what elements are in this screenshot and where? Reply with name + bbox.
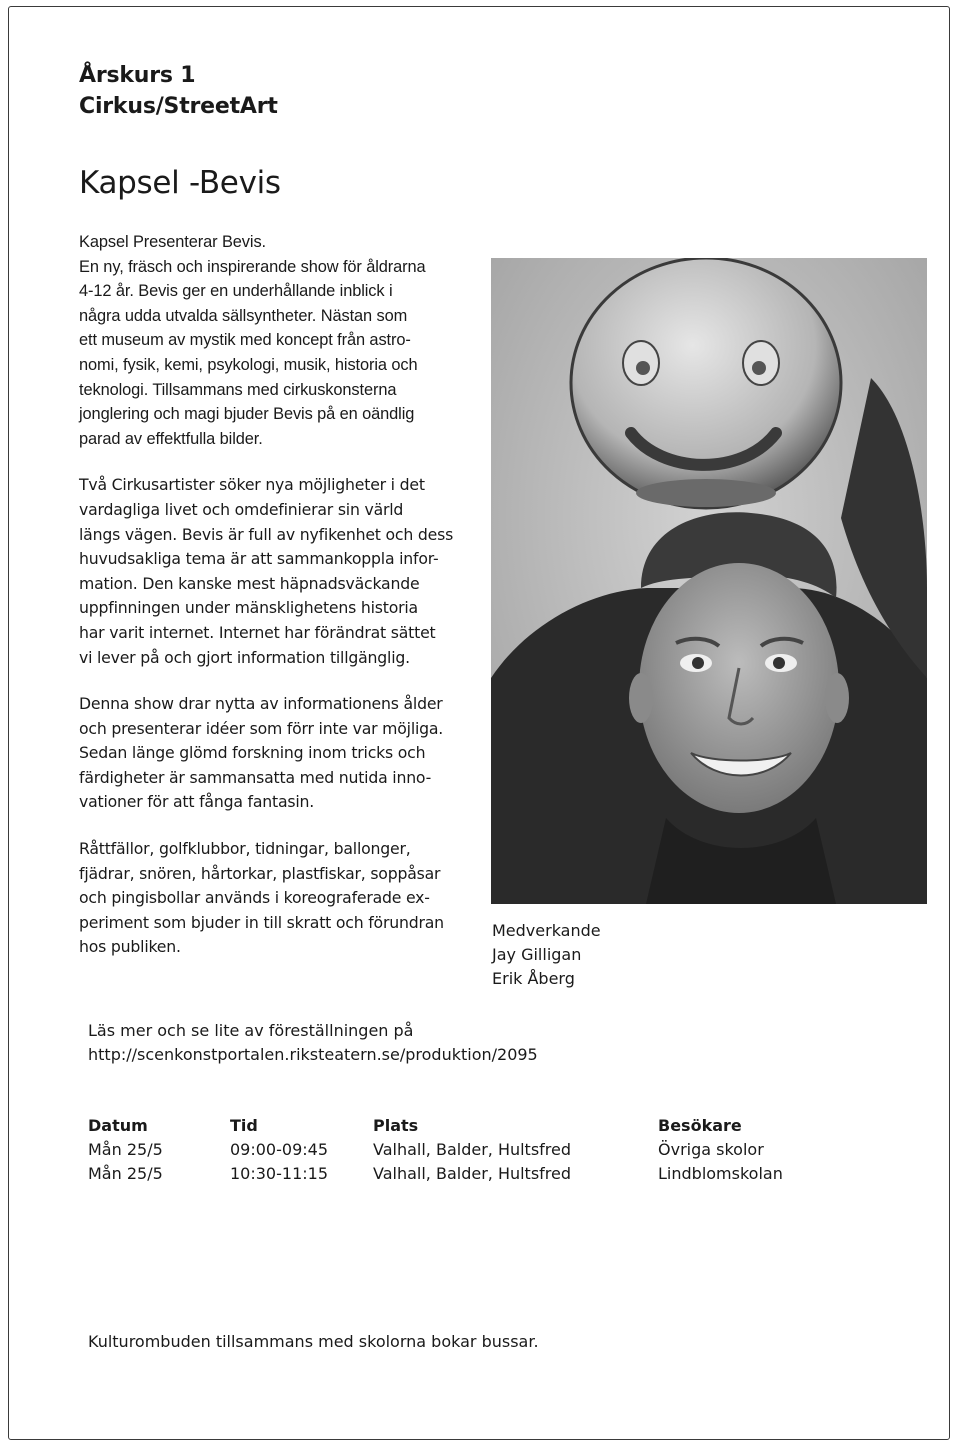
paragraph-1: Kapsel Presenterar Bevis. En ny, fräsch och inspirerande show för åldrarna 4-12 år. Bevis ger en underhållande inblick i några udda utvalda sällsyntheter. Nästan som ett museum av mystik med koncept från astro- nomi, fysik, kemi, psykologi, musik, historia och teknologi. Tillsammans med cirkuskonsterna jonglering och magi bjuder Bevis på en oändlig parad av effektfulla bilder.	[79, 233, 426, 448]
paragraph-4: Råttfällor, golfklubbor, tidningar, ballonger, fjädrar, snören, hårtorkar, plastfiskar, soppåsar och pingisbollar används i koreograferade ex- periment som bjuder in till skratt och förundran hos publiken.	[79, 839, 444, 957]
column-header-visitors: Besökare	[658, 1116, 742, 1135]
credits	[492, 919, 601, 991]
paragraph-3: Denna show drar nytta av informationens ålder och presenterar idéer som förr inte var möjliga. Sedan länge glömd forskning inom tricks och färdigheter är sammansatta med nutida inno- vationer för att fånga fantasin.	[79, 694, 444, 812]
cell-date: Mån 25/5	[88, 1140, 163, 1159]
production-link[interactable]: http://scenkonstportalen.riksteatern.se/produktion/2095	[88, 1045, 538, 1064]
cell-visitors: Övriga skolor	[658, 1140, 764, 1159]
footer-note: Kulturombuden tillsammans med skolorna bokar bussar.	[88, 1332, 539, 1351]
column-header-date: Datum	[88, 1116, 148, 1135]
course-header	[79, 60, 278, 122]
table-row	[88, 1138, 928, 1162]
cell-visitors: Lindblomskolan	[658, 1164, 783, 1183]
cell-place: Valhall, Balder, Hultsfred	[373, 1164, 572, 1183]
more-info-text: Läs mer och se lite av föreställningen på	[88, 1021, 414, 1040]
course-grade: Årskurs 1	[79, 63, 196, 88]
performer-name: Jay Gilligan	[492, 945, 582, 964]
credits-label: Medverkande	[492, 921, 601, 940]
paragraph-2: Två Cirkusartister söker nya möjligheter i det vardagliga livet och omdefinierar sin värld längs vägen. Bevis är full av nyfikenhet och dess huvudsakliga tema är att sammankoppla infor- mation. Den kanske mest häpnadsväckande uppfinningen under mänsklighetens historia har varit internet. Internet har förändrat sättet vi lever på och gjort information tillgänglig.	[79, 475, 454, 667]
cell-time: 09:00-09:45	[230, 1140, 328, 1159]
schedule-table	[88, 1114, 928, 1186]
performer-name: Erik Åberg	[492, 969, 575, 988]
page-title: Kapsel -Bevis	[79, 165, 281, 201]
performer-photo	[491, 258, 927, 904]
cell-date: Mån 25/5	[88, 1164, 163, 1183]
performer-photo-illustration	[491, 258, 927, 904]
description-column	[79, 230, 479, 960]
table-row	[88, 1162, 928, 1186]
more-info	[88, 1019, 538, 1067]
course-category: Cirkus/StreetArt	[79, 94, 278, 119]
column-header-place: Plats	[373, 1116, 419, 1135]
cell-place: Valhall, Balder, Hultsfred	[373, 1140, 572, 1159]
column-header-time: Tid	[230, 1116, 258, 1135]
schedule-header-row	[88, 1114, 928, 1138]
cell-time: 10:30-11:15	[230, 1164, 328, 1183]
